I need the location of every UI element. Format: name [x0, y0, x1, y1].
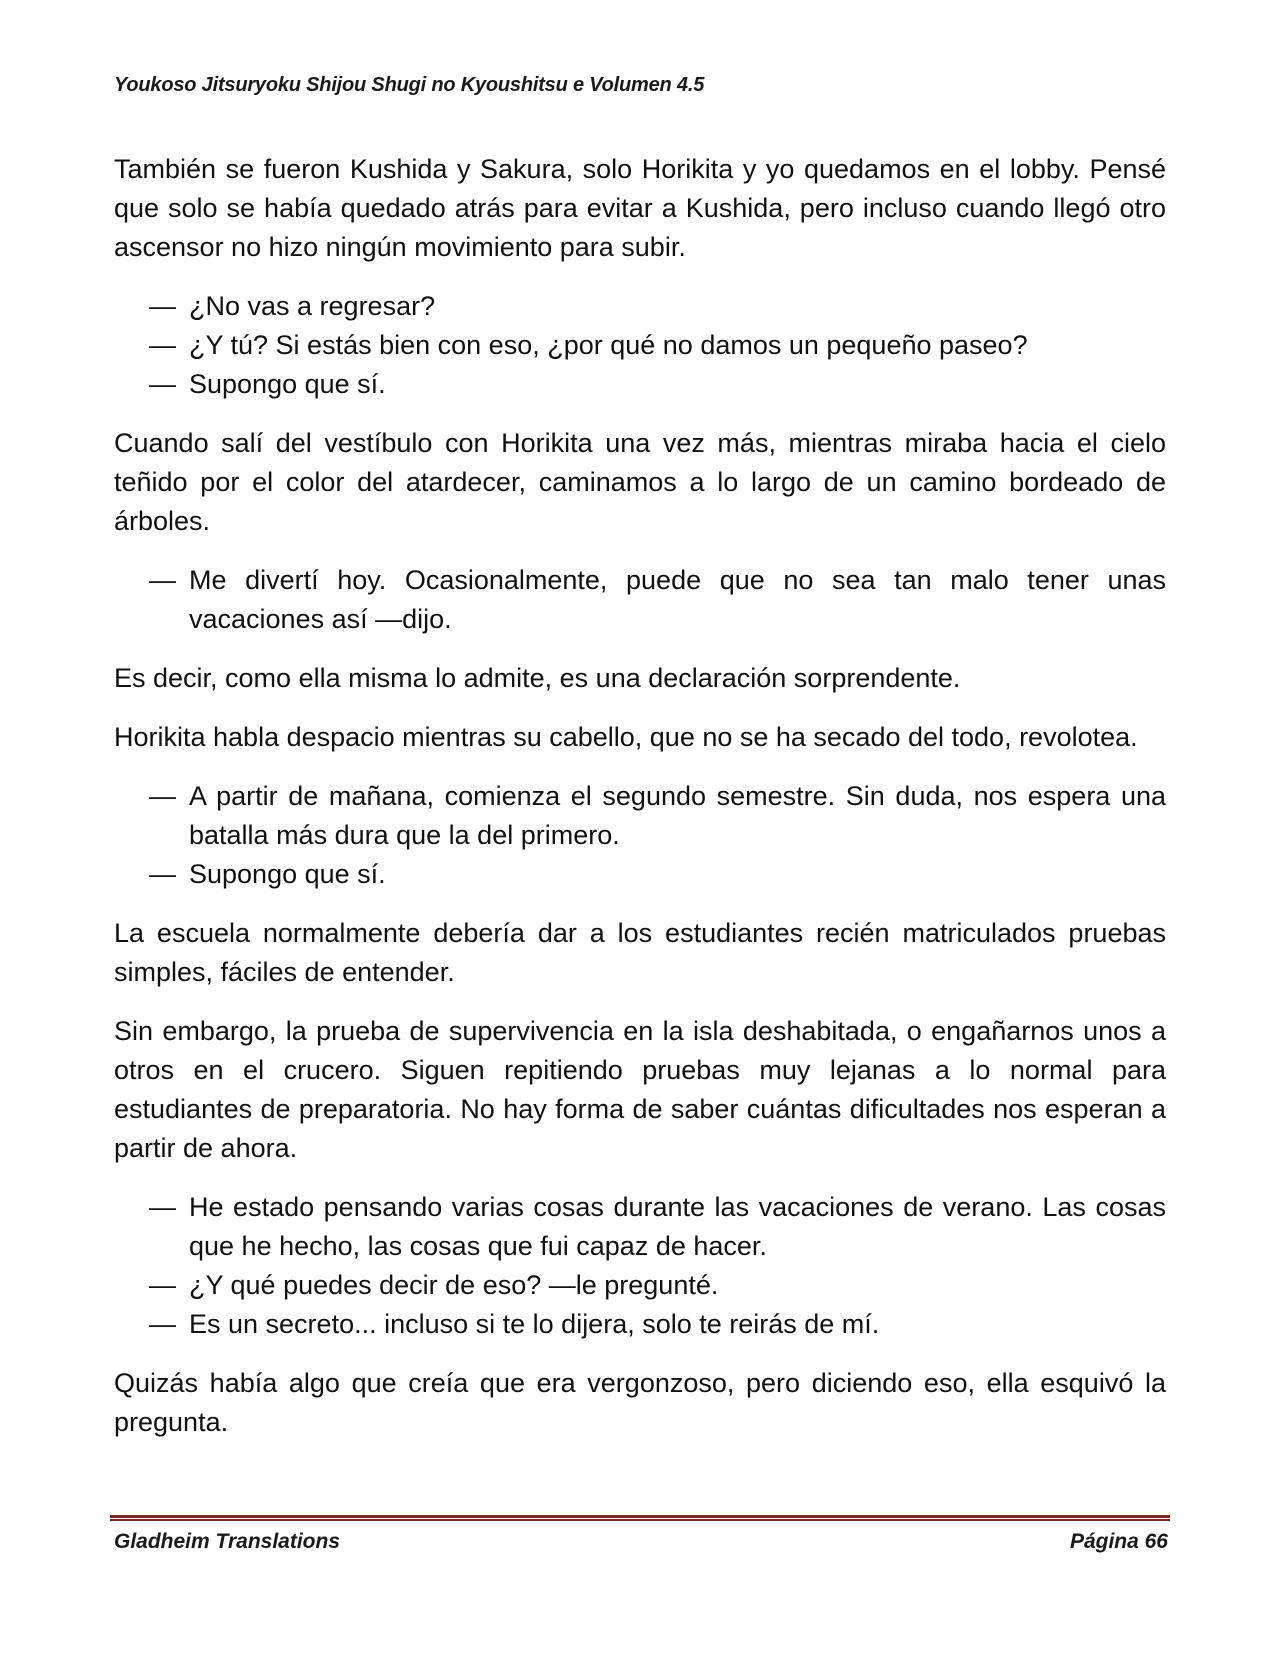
paragraph: Quizás había algo que creía que era vergonzoso, pero diciendo eso, ella esquivó la pregunta.: [114, 1368, 1166, 1437]
dialogue-line: [114, 326, 1166, 365]
dialogue-block: [114, 1188, 1166, 1344]
dialogue-dash: —: [149, 1192, 176, 1222]
dialogue-dash: —: [149, 1270, 176, 1300]
dialogue-text: He estado pensando varias cosas durante las vacaciones de verano. Las cosas que he hecho, las cosas que fui capaz de hacer.: [189, 1192, 1166, 1261]
dialogue-text: ¿No vas a regresar?: [189, 291, 436, 321]
dialogue-text: Me divertí hoy. Ocasionalmente, puede que no sea tan malo tener unas vacaciones así —dijo.: [189, 565, 1166, 634]
paragraph: Es decir, como ella misma lo admite, es una declaración sorprendente.: [114, 663, 961, 693]
paragraph: La escuela normalmente debería dar a los estudiantes recién matriculados pruebas simples, fáciles de entender.: [114, 918, 1166, 987]
page-body: [114, 150, 1166, 1462]
footer-credit: Gladheim Translations: [114, 1530, 341, 1553]
footer-rule: [110, 1515, 1170, 1521]
dialogue-dash: —: [149, 291, 176, 321]
dialogue-block: [114, 777, 1166, 894]
paragraph: También se fueron Kushida y Sakura, solo Horikita y yo quedamos en el lobby. Pensé que solo se había quedado atrás para evitar a Kushida, pero incluso cuando llegó otro ascensor no hizo ningún movimiento para subir.: [114, 154, 1166, 262]
dialogue-line: [114, 287, 1166, 326]
paragraph: Horikita habla despacio mientras su cabello, que no se ha secado del todo, revolotea.: [114, 722, 1138, 752]
dialogue-text: Supongo que sí.: [189, 859, 386, 889]
dialogue-line: [114, 777, 1166, 855]
dialogue-line: [114, 1266, 1166, 1305]
paragraph: Sin embargo, la prueba de supervivencia en la isla deshabitada, o engañarnos unos a otros en el crucero. Siguen repitiendo pruebas muy lejanas a lo normal para estudiantes de preparatoria. No hay forma de saber cuántas dificultades nos esperan a partir de ahora.: [114, 1016, 1166, 1163]
page-number: Página 66: [1069, 1530, 1168, 1553]
dialogue-block: [114, 561, 1166, 639]
dialogue-line: [114, 561, 1166, 639]
dialogue-text: ¿Y tú? Si estás bien con eso, ¿por qué no damos un pequeño paseo?: [189, 330, 1028, 360]
dialogue-line: [114, 1188, 1166, 1266]
dialogue-dash: —: [149, 781, 176, 811]
dialogue-dash: —: [149, 1309, 176, 1339]
dialogue-text: ¿Y qué puedes decir de eso? —le pregunté.: [189, 1270, 719, 1300]
dialogue-dash: —: [149, 565, 176, 595]
dialogue-dash: —: [149, 330, 176, 360]
dialogue-line: [114, 1305, 1166, 1344]
dialogue-text: Es un secreto... incluso si te lo dijera, solo te reirás de mí.: [189, 1309, 880, 1339]
dialogue-dash: —: [149, 859, 176, 889]
dialogue-block: [114, 287, 1166, 404]
dialogue-line: [114, 855, 1166, 894]
dialogue-dash: —: [149, 369, 176, 399]
paragraph: Cuando salí del vestíbulo con Horikita una vez más, mientras miraba hacia el cielo teñido por el color del atardecer, caminamos a lo largo de un camino bordeado de árboles.: [114, 428, 1166, 536]
dialogue-text: A partir de mañana, comienza el segundo semestre. Sin duda, nos espera una batalla más dura que la del primero.: [189, 781, 1166, 850]
running-header: Youkoso Jitsuryoku Shijou Shugi no Kyoushitsu e Volumen 4.5: [114, 74, 705, 96]
dialogue-line: [114, 365, 1166, 404]
dialogue-text: Supongo que sí.: [189, 369, 386, 399]
